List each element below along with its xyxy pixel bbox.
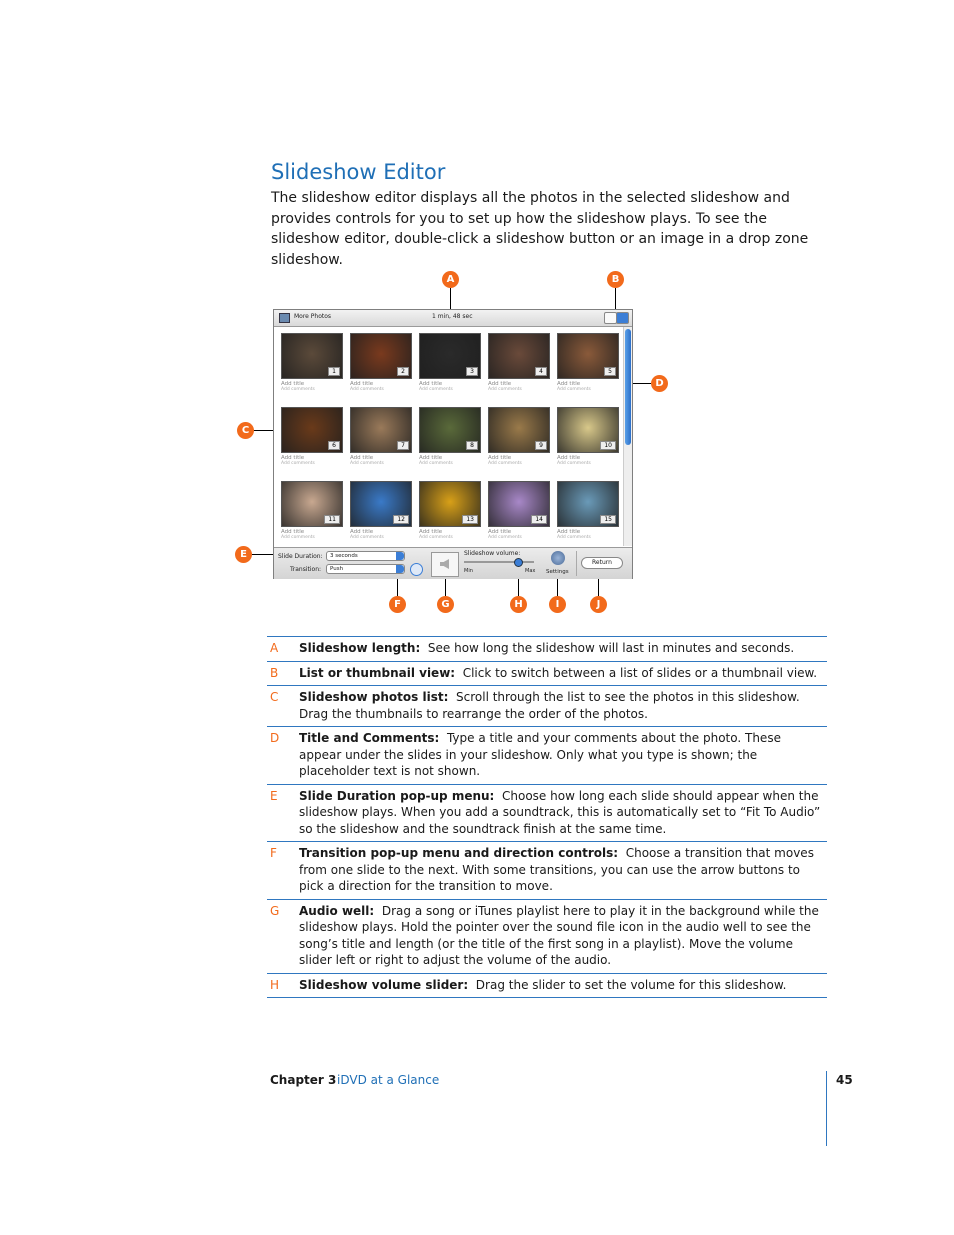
photo-image[interactable] (557, 407, 619, 453)
slide-title-field[interactable]: Add title (350, 529, 374, 535)
slide-number: 9 (535, 441, 547, 450)
settings-label: Settings (546, 569, 569, 575)
thumbnail-view-icon[interactable] (616, 312, 629, 324)
gear-icon[interactable] (551, 551, 565, 565)
photo-image[interactable] (488, 407, 550, 453)
slide-thumbnail[interactable] (419, 333, 483, 392)
slide-thumbnail[interactable] (419, 481, 483, 540)
slide-comments-field[interactable]: Add comments (557, 387, 591, 392)
slide-title-field[interactable]: Add title (350, 381, 374, 387)
slide-comments-field[interactable]: Add comments (350, 535, 384, 540)
legend-row (267, 636, 827, 661)
slide-comments-field[interactable]: Add comments (419, 535, 453, 540)
volume-min-label: Min (464, 568, 473, 574)
callout-j: J (590, 596, 607, 613)
legend-description (299, 788, 827, 838)
legend-key: H (270, 977, 280, 992)
legend-row (267, 661, 827, 686)
legend-key: E (270, 788, 278, 803)
slide-number: 2 (397, 367, 409, 376)
photo-image[interactable] (281, 481, 343, 527)
volume-slider-knob[interactable] (514, 558, 523, 567)
photos-scrollbar[interactable] (623, 327, 632, 546)
slide-comments-field[interactable]: Add comments (281, 387, 315, 392)
photo-image[interactable] (419, 333, 481, 379)
legend-text: Choose how long each slide should appear when the slideshow plays. When you add a soundtrack, this is automatically set to “Fit To Audio” so the slideshow and the soundtrack finish at the same time. (299, 788, 821, 836)
slideshow-editor-figure (240, 268, 680, 618)
slide-thumbnail[interactable] (557, 333, 621, 392)
slide-thumbnail[interactable] (557, 407, 621, 466)
audio-well[interactable] (431, 552, 459, 577)
legend-term: Slideshow photos list: (299, 690, 449, 704)
slideshow-editor-window (273, 309, 633, 579)
legend-key: C (270, 690, 279, 704)
legend-text: Click to switch between a list of slides or a thumbnail view. (462, 665, 818, 680)
page-title: Slideshow Editor (271, 160, 446, 184)
slide-thumbnail[interactable] (350, 407, 414, 466)
legend-description (299, 977, 827, 994)
legend-term: Slide Duration pop-up menu: (299, 788, 495, 803)
slide-comments-field[interactable]: Add comments (419, 461, 453, 466)
legend-key: D (270, 731, 280, 745)
legend-row (267, 685, 827, 726)
callout-b: B (607, 271, 624, 288)
slide-comments-field[interactable]: Add comments (557, 461, 591, 466)
slide-thumbnail[interactable] (488, 407, 552, 466)
slide-title-field[interactable]: Add title (557, 455, 581, 461)
slide-comments-field[interactable]: Add comments (488, 387, 522, 392)
legend-description (299, 640, 827, 657)
slide-comments-field[interactable]: Add comments (488, 535, 522, 540)
photo-image[interactable] (350, 481, 412, 527)
return-button[interactable]: Return (581, 557, 623, 569)
callout-f: F (389, 596, 406, 613)
legend-key: A (270, 641, 279, 655)
photo-image[interactable] (557, 333, 619, 379)
legend-description (299, 689, 827, 722)
slide-number: 14 (531, 515, 547, 524)
slide-duration-popup[interactable] (326, 551, 405, 561)
callout-h: H (510, 596, 527, 613)
editor-controls (274, 547, 632, 579)
legend-table (267, 636, 827, 998)
slide-duration-label: Slide Duration: (278, 553, 323, 560)
slide-title-field[interactable]: Add title (281, 455, 305, 461)
callout-d: D (651, 375, 668, 392)
slide-number: 3 (466, 367, 478, 376)
slide-thumbnail[interactable] (557, 481, 621, 540)
footer-chapter: Chapter 3 (270, 1073, 337, 1087)
chevron-down-icon (396, 552, 404, 560)
photo-image[interactable] (281, 407, 343, 453)
transition-value: Push (330, 566, 344, 572)
transition-popup[interactable] (326, 564, 405, 574)
slide-thumbnail[interactable] (488, 333, 552, 392)
slideshow-volume-label: Slideshow volume: (464, 550, 521, 557)
slide-thumbnail[interactable] (488, 481, 552, 540)
legend-term: Title and Comments: (299, 731, 440, 745)
slide-number: 5 (604, 367, 616, 376)
slide-thumbnail[interactable] (419, 407, 483, 466)
slide-title-field[interactable]: Add title (557, 381, 581, 387)
footer-divider (826, 1071, 827, 1146)
legend-description (299, 665, 827, 682)
legend-row (267, 784, 827, 842)
slide-number: 7 (397, 441, 409, 450)
legend-row (267, 899, 827, 973)
slide-title-field[interactable]: Add title (350, 455, 374, 461)
photo-image[interactable] (350, 407, 412, 453)
photo-image[interactable] (419, 407, 481, 453)
scrollbar-thumb[interactable] (625, 329, 631, 445)
slide-duration-value: 3 seconds (330, 553, 358, 559)
legend-row (267, 973, 827, 999)
direction-arrows-icon[interactable] (410, 563, 423, 576)
callout-line-c (252, 430, 273, 431)
slide-thumbnail[interactable] (350, 333, 414, 392)
editor-header (274, 310, 632, 327)
slide-comments-field[interactable]: Add comments (281, 535, 315, 540)
divider (576, 551, 577, 576)
slide-thumbnail[interactable] (281, 481, 345, 540)
legend-description (299, 845, 827, 895)
callout-c: C (237, 422, 254, 439)
transition-label: Transition: (290, 566, 322, 573)
page-number: 45 (836, 1073, 853, 1087)
volume-max-label: Max (525, 568, 536, 574)
callout-e: E (235, 546, 252, 563)
legend-text: Drag the slider to set the volume for this slideshow. (475, 977, 787, 992)
slide-title-field[interactable]: Add title (419, 381, 443, 387)
slide-title-field[interactable]: Add title (281, 529, 305, 535)
callout-g: G (437, 596, 454, 613)
slide-number: 15 (600, 515, 616, 524)
legend-text: Type a title and your comments about the photo. These appear under the slides in your slideshow. Only what you type is shown; the placeholder text is not shown. (299, 731, 781, 778)
slide-comments-field[interactable]: Add comments (350, 387, 384, 392)
photo-image[interactable] (488, 333, 550, 379)
chevron-down-icon (396, 565, 404, 573)
slide-number: 13 (462, 515, 478, 524)
slide-number: 12 (393, 515, 409, 524)
slide-title-field[interactable]: Add title (419, 455, 443, 461)
legend-term: Transition pop-up menu and direction controls: (299, 846, 619, 860)
callout-a: A (442, 271, 459, 288)
slideshow-name: More Photos (294, 313, 332, 320)
callout-i: I (549, 596, 566, 613)
legend-text: Scroll through the list to see the photos in this slideshow. Drag the thumbnails to rearrange the order of the photos. (299, 690, 800, 721)
photo-image[interactable] (419, 481, 481, 527)
intro-paragraph: The slideshow editor displays all the photos in the selected slideshow and provides controls for you to set up how the slideshow plays. To see the slideshow editor, double-click a slideshow button or an image in a drop zone slideshow. (271, 190, 809, 268)
slide-comments-field[interactable]: Add comments (419, 387, 453, 392)
slide-number: 6 (328, 441, 340, 450)
speaker-icon (440, 559, 449, 569)
slide-thumbnail[interactable] (281, 407, 345, 466)
slide-thumbnail[interactable] (350, 481, 414, 540)
slide-comments-field[interactable]: Add comments (281, 461, 315, 466)
slide-comments-field[interactable]: Add comments (488, 461, 522, 466)
slide-comments-field[interactable]: Add comments (557, 535, 591, 540)
slideshow-photos-list[interactable] (274, 327, 622, 546)
photo-image[interactable] (557, 481, 619, 527)
legend-text: Choose a transition that moves from one slide to the next. With some transitions, you can use the arrow buttons to pick a direction for the transition to move. (299, 846, 814, 893)
legend-term: List or thumbnail view: (299, 665, 456, 680)
photo-image[interactable] (350, 333, 412, 379)
slide-title-field[interactable]: Add title (488, 455, 512, 461)
slide-number: 4 (535, 367, 547, 376)
slideshow-length: 1 min, 48 sec (432, 313, 473, 320)
slide-number: 8 (466, 441, 478, 450)
slide-title-field[interactable]: Add title (488, 381, 512, 387)
footer-section-link[interactable]: iDVD at a Glance (337, 1073, 440, 1087)
slide-title-field[interactable]: Add title (488, 529, 512, 535)
slide-title-field[interactable]: Add title (419, 529, 443, 535)
legend-term: Slideshow volume slider: (299, 977, 469, 992)
volume-slider-track[interactable] (464, 561, 534, 563)
slide-title-field[interactable]: Add title (281, 381, 305, 387)
legend-text: Drag a song or iTunes playlist here to play it in the background while the slideshow plays. Hold the pointer over the sound file icon in the audio well to see the song’s title and length (or the title of the first song in a playlist). Move the volume slider left or right to adjust the volume of the audio. (299, 903, 819, 967)
legend-key: F (270, 846, 277, 860)
slide-number: 10 (600, 441, 616, 450)
slide-number: 11 (324, 515, 340, 524)
legend-description (299, 730, 827, 780)
slide-thumbnail[interactable] (281, 333, 345, 392)
slideshow-icon (279, 313, 290, 323)
legend-description (299, 903, 827, 969)
photo-image[interactable] (488, 481, 550, 527)
legend-term: Slideshow length: (299, 641, 421, 655)
legend-key: G (270, 903, 280, 918)
legend-row (267, 841, 827, 899)
legend-text: See how long the slideshow will last in minutes and seconds. (427, 641, 795, 655)
callout-line-b (615, 288, 616, 309)
slide-number: 1 (328, 367, 340, 376)
photo-image[interactable] (281, 333, 343, 379)
slide-comments-field[interactable]: Add comments (350, 461, 384, 466)
slide-title-field[interactable]: Add title (557, 529, 581, 535)
legend-key: B (270, 665, 279, 680)
callout-line-a (450, 288, 451, 309)
legend-term: Audio well: (299, 903, 375, 918)
legend-row (267, 726, 827, 784)
